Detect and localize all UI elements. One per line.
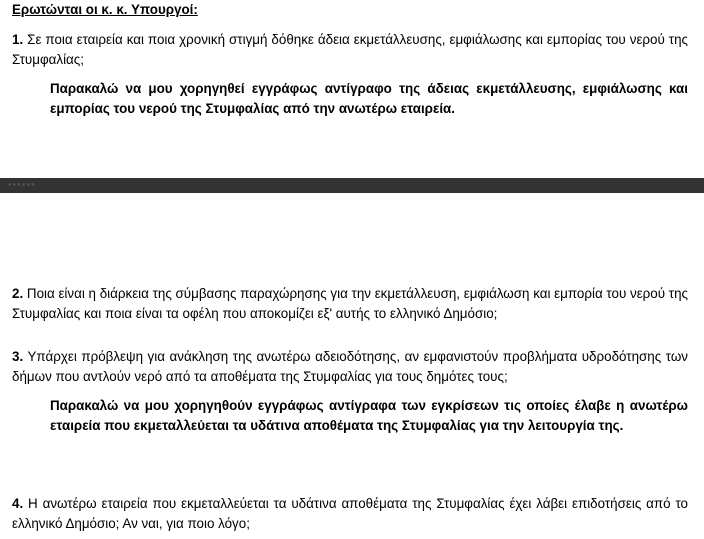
question-3-request: Παρακαλώ να μου χορηγηθούν εγγράφως αντίγραφα των εγκρίσεων τις οποίες έλαβε η ανωτέρω εταιρεία που εκμεταλλεύεται τα υδάτινα αποθέματα της Στυμφαλίας για την λειτουργία της.	[50, 398, 688, 433]
question-2-number: 2.	[12, 286, 24, 301]
question-2-block	[12, 284, 688, 324]
page-break-divider	[0, 178, 704, 193]
question-3-block	[12, 347, 688, 436]
question-4-block	[12, 494, 688, 534]
question-1-block	[12, 30, 688, 119]
question-4-text: Η ανωτέρω εταιρεία που εκμεταλλεύεται τα υδάτινα αποθέματα της Στυμφαλίας έχει λάβει επιδοτήσεις από το ελληνικό Δημόσιο; Αν ναι, για ποιο λόγο;	[12, 496, 688, 531]
document-heading: Ερωτώνται οι κ. κ. Υπουργοί:	[12, 2, 198, 17]
question-3	[12, 347, 688, 387]
question-1-number: 1.	[12, 32, 24, 47]
divider-ticks: ▪▪▪▪▪▪	[8, 181, 36, 188]
question-2	[12, 284, 688, 324]
question-2-text: Ποια είναι η διάρκεια της σύμβασης παραχώρησης για την εκμετάλλευση, εμφιάλωση και εμπορία του νερού της Στυμφαλίας και ποια είναι τα οφέλη που αποκομίζει εξ' αυτής το ελληνικό Δημόσιο;	[12, 286, 688, 321]
question-3-number: 3.	[12, 349, 24, 364]
question-1	[12, 30, 688, 70]
question-4-number: 4.	[12, 496, 24, 511]
question-1-request: Παρακαλώ να μου χορηγηθεί εγγράφως αντίγραφο της άδειας εκμετάλλευσης, εμφιάλωσης και εμπορίας του νερού της Στυμφαλίας από την ανωτέρω εταιρεία.	[50, 81, 688, 116]
question-1-text: Σε ποια εταιρεία και ποια χρονική στιγμή δόθηκε άδεια εκμετάλλευσης, εμφιάλωσης και εμπορίας του νερού της Στυμφαλίας;	[12, 32, 688, 67]
question-3-text: Υπάρχει πρόβλεψη για ανάκληση της ανωτέρω αδειοδότησης, αν εμφανιστούν προβλήματα υδροδότησης των δήμων που αντλούν νερό από τα αποθέματα της Στυμφαλίας για τους δημότες τους;	[12, 349, 688, 384]
question-4	[12, 494, 688, 534]
